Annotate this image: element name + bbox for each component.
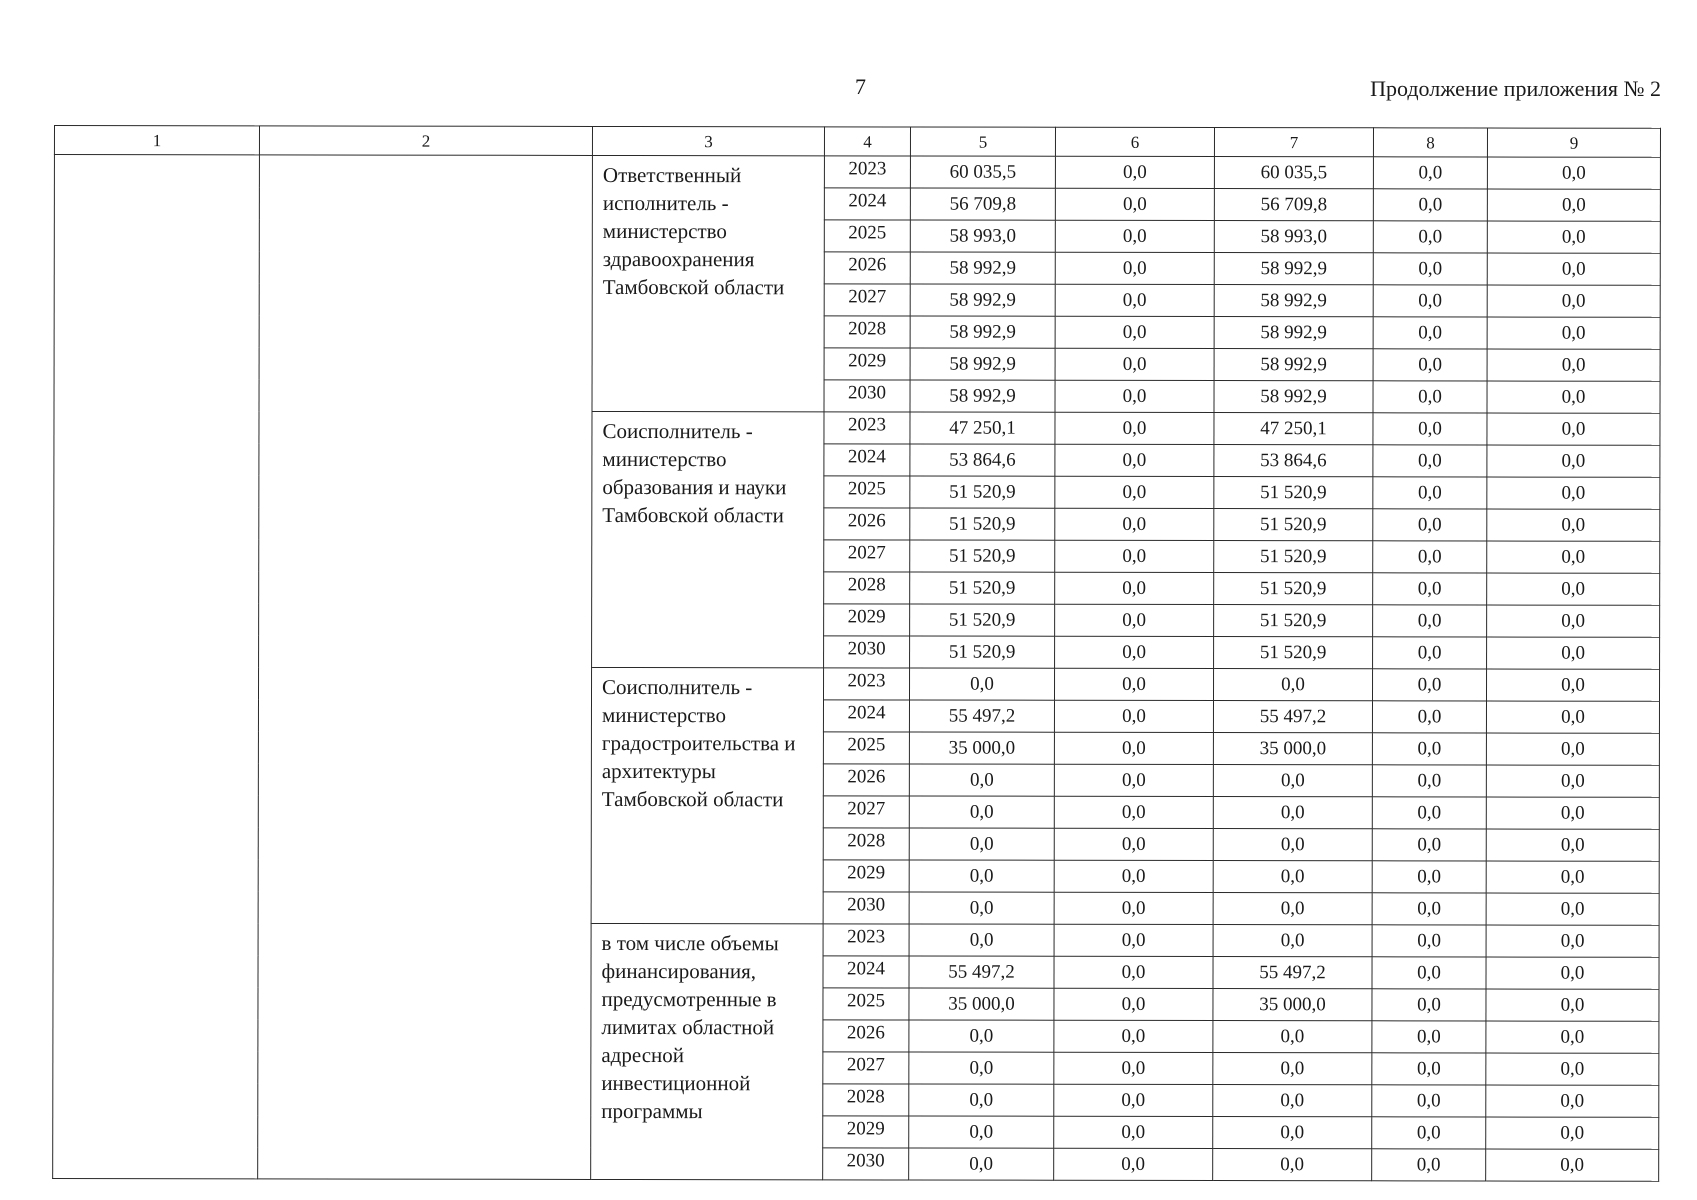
value-cell-col5: 51 520,9 bbox=[910, 508, 1055, 540]
value-cell-col7: 51 520,9 bbox=[1214, 573, 1373, 605]
value-cell-col5: 0,0 bbox=[909, 796, 1054, 828]
year-cell: 2027 bbox=[823, 1052, 909, 1084]
value-cell-col9: 0,0 bbox=[1487, 157, 1660, 189]
value-cell-col5: 51 520,9 bbox=[910, 604, 1055, 636]
value-cell-col7: 0,0 bbox=[1213, 1053, 1372, 1085]
entity-name: Соисполнитель - министерство образования и науки Тамбовской области bbox=[592, 411, 824, 667]
column-header: 6 bbox=[1055, 127, 1214, 156]
value-cell-col7: 51 520,9 bbox=[1214, 509, 1373, 541]
value-cell-col6: 0,0 bbox=[1055, 284, 1214, 316]
year-cell: 2025 bbox=[824, 476, 910, 508]
value-cell-col6: 0,0 bbox=[1055, 636, 1214, 668]
value-cell-col6: 0,0 bbox=[1054, 668, 1213, 700]
column-header: 9 bbox=[1487, 128, 1660, 157]
entity-name: Соисполнитель - министерство градостроительства и архитектуры Тамбовской области bbox=[591, 667, 823, 923]
value-cell-col5: 58 992,9 bbox=[910, 252, 1055, 284]
table-body bbox=[53, 126, 1661, 1182]
appendix-continuation-note: Продолжение приложения № 2 bbox=[1370, 76, 1661, 101]
value-cell-col8: 0,0 bbox=[1373, 445, 1487, 477]
value-cell-col8: 0,0 bbox=[1373, 381, 1487, 413]
year-cell: 2026 bbox=[824, 508, 910, 540]
value-cell-col8: 0,0 bbox=[1373, 285, 1487, 317]
value-cell-col9: 0,0 bbox=[1486, 893, 1659, 925]
value-cell-col6: 0,0 bbox=[1054, 956, 1213, 988]
value-cell-col7: 51 520,9 bbox=[1214, 541, 1373, 573]
year-cell: 2027 bbox=[824, 284, 910, 316]
value-cell-col6: 0,0 bbox=[1054, 764, 1213, 796]
value-cell-col6: 0,0 bbox=[1054, 988, 1213, 1020]
value-cell-col8: 0,0 bbox=[1372, 733, 1486, 765]
value-cell-col8: 0,0 bbox=[1372, 925, 1486, 957]
value-cell-col9: 0,0 bbox=[1487, 541, 1660, 573]
value-cell-col9: 0,0 bbox=[1487, 477, 1660, 509]
value-cell-col7: 35 000,0 bbox=[1213, 989, 1372, 1021]
value-cell-col5: 0,0 bbox=[909, 668, 1054, 700]
year-cell: 2028 bbox=[824, 316, 910, 348]
table-row bbox=[54, 155, 1660, 190]
value-cell-col6: 0,0 bbox=[1055, 220, 1214, 252]
value-cell-col7: 60 035,5 bbox=[1214, 157, 1373, 189]
value-cell-col7: 0,0 bbox=[1213, 1021, 1372, 1053]
value-cell-col9: 0,0 bbox=[1486, 989, 1659, 1021]
value-cell-col8: 0,0 bbox=[1372, 893, 1486, 925]
value-cell-col8: 0,0 bbox=[1373, 317, 1487, 349]
value-cell-col7: 0,0 bbox=[1213, 1149, 1372, 1181]
value-cell-col6: 0,0 bbox=[1055, 412, 1214, 444]
value-cell-col5: 0,0 bbox=[909, 764, 1054, 796]
value-cell-col9: 0,0 bbox=[1486, 1021, 1659, 1053]
value-cell-col8: 0,0 bbox=[1372, 1021, 1486, 1053]
value-cell-col9: 0,0 bbox=[1487, 253, 1660, 285]
value-cell-col7: 47 250,1 bbox=[1214, 413, 1373, 445]
value-cell-col6: 0,0 bbox=[1054, 700, 1213, 732]
year-cell: 2025 bbox=[823, 732, 909, 764]
column-header: 3 bbox=[592, 126, 824, 155]
value-cell-col8: 0,0 bbox=[1373, 221, 1487, 253]
value-cell-col5: 47 250,1 bbox=[910, 412, 1055, 444]
value-cell-col9: 0,0 bbox=[1486, 669, 1659, 701]
value-cell-col9: 0,0 bbox=[1487, 509, 1660, 541]
value-cell-col8: 0,0 bbox=[1372, 701, 1486, 733]
year-cell: 2030 bbox=[824, 380, 910, 412]
value-cell-col9: 0,0 bbox=[1486, 1149, 1659, 1181]
value-cell-col5: 51 520,9 bbox=[910, 476, 1055, 508]
year-cell: 2029 bbox=[823, 860, 909, 892]
value-cell-col9: 0,0 bbox=[1486, 733, 1659, 765]
value-cell-col8: 0,0 bbox=[1373, 573, 1487, 605]
col2-blank bbox=[258, 155, 593, 1180]
year-cell: 2029 bbox=[823, 1116, 909, 1148]
value-cell-col6: 0,0 bbox=[1054, 1148, 1213, 1180]
value-cell-col5: 58 993,0 bbox=[910, 220, 1055, 252]
value-cell-col9: 0,0 bbox=[1486, 701, 1659, 733]
value-cell-col5: 51 520,9 bbox=[910, 572, 1055, 604]
value-cell-col6: 0,0 bbox=[1055, 252, 1214, 284]
value-cell-col5: 51 520,9 bbox=[910, 540, 1055, 572]
value-cell-col9: 0,0 bbox=[1487, 285, 1660, 317]
value-cell-col8: 0,0 bbox=[1372, 861, 1486, 893]
value-cell-col5: 53 864,6 bbox=[910, 444, 1055, 476]
year-cell: 2027 bbox=[823, 796, 909, 828]
year-cell: 2029 bbox=[824, 348, 910, 380]
value-cell-col7: 51 520,9 bbox=[1214, 637, 1373, 669]
value-cell-col6: 0,0 bbox=[1055, 540, 1214, 572]
year-cell: 2024 bbox=[823, 956, 909, 988]
value-cell-col6: 0,0 bbox=[1055, 188, 1214, 220]
value-cell-col8: 0,0 bbox=[1373, 157, 1487, 189]
value-cell-col9: 0,0 bbox=[1487, 317, 1660, 349]
value-cell-col5: 58 992,9 bbox=[910, 348, 1055, 380]
value-cell-col7: 56 709,8 bbox=[1214, 189, 1373, 221]
year-cell: 2023 bbox=[824, 412, 910, 444]
year-cell: 2026 bbox=[823, 1020, 909, 1052]
value-cell-col9: 0,0 bbox=[1487, 189, 1660, 221]
year-cell: 2025 bbox=[823, 988, 909, 1020]
value-cell-col7: 0,0 bbox=[1213, 893, 1372, 925]
value-cell-col7: 0,0 bbox=[1213, 861, 1372, 893]
value-cell-col7: 35 000,0 bbox=[1213, 733, 1372, 765]
value-cell-col7: 51 520,9 bbox=[1214, 605, 1373, 637]
column-header: 4 bbox=[824, 127, 910, 156]
page-number: 7 bbox=[855, 74, 866, 99]
value-cell-col8: 0,0 bbox=[1372, 1085, 1486, 1117]
value-cell-col7: 0,0 bbox=[1213, 829, 1372, 861]
year-cell: 2023 bbox=[823, 668, 909, 700]
value-cell-col8: 0,0 bbox=[1372, 797, 1486, 829]
year-cell: 2026 bbox=[823, 764, 909, 796]
value-cell-col8: 0,0 bbox=[1372, 1117, 1486, 1149]
value-cell-col6: 0,0 bbox=[1054, 924, 1213, 956]
year-cell: 2027 bbox=[824, 540, 910, 572]
value-cell-col8: 0,0 bbox=[1372, 669, 1486, 701]
value-cell-col7: 0,0 bbox=[1213, 925, 1372, 957]
value-cell-col9: 0,0 bbox=[1486, 925, 1659, 957]
value-cell-col9: 0,0 bbox=[1487, 445, 1660, 477]
value-cell-col5: 58 992,9 bbox=[910, 316, 1055, 348]
value-cell-col9: 0,0 bbox=[1487, 413, 1660, 445]
year-cell: 2023 bbox=[824, 156, 910, 188]
value-cell-col9: 0,0 bbox=[1486, 797, 1659, 829]
value-cell-col6: 0,0 bbox=[1054, 828, 1213, 860]
year-cell: 2029 bbox=[824, 604, 910, 636]
value-cell-col5: 0,0 bbox=[909, 1052, 1054, 1084]
year-cell: 2024 bbox=[824, 444, 910, 476]
value-cell-col6: 0,0 bbox=[1054, 1052, 1213, 1084]
value-cell-col9: 0,0 bbox=[1486, 765, 1659, 797]
value-cell-col7: 0,0 bbox=[1213, 765, 1372, 797]
value-cell-col8: 0,0 bbox=[1373, 637, 1487, 669]
value-cell-col9: 0,0 bbox=[1487, 349, 1660, 381]
value-cell-col5: 55 497,2 bbox=[909, 956, 1054, 988]
value-cell-col8: 0,0 bbox=[1372, 1149, 1486, 1181]
value-cell-col5: 0,0 bbox=[909, 860, 1054, 892]
year-cell: 2023 bbox=[823, 924, 909, 956]
value-cell-col7: 0,0 bbox=[1213, 797, 1372, 829]
value-cell-col8: 0,0 bbox=[1373, 541, 1487, 573]
column-header: 5 bbox=[910, 127, 1055, 156]
value-cell-col8: 0,0 bbox=[1372, 989, 1486, 1021]
year-cell: 2028 bbox=[824, 572, 910, 604]
value-cell-col5: 0,0 bbox=[909, 828, 1054, 860]
value-cell-col5: 35 000,0 bbox=[909, 732, 1054, 764]
value-cell-col9: 0,0 bbox=[1486, 861, 1659, 893]
value-cell-col8: 0,0 bbox=[1373, 605, 1487, 637]
value-cell-col8: 0,0 bbox=[1373, 413, 1487, 445]
value-cell-col8: 0,0 bbox=[1372, 829, 1486, 861]
value-cell-col5: 0,0 bbox=[909, 892, 1054, 924]
value-cell-col5: 0,0 bbox=[909, 1116, 1054, 1148]
year-cell: 2026 bbox=[824, 252, 910, 284]
year-cell: 2030 bbox=[823, 892, 909, 924]
financing-table bbox=[52, 125, 1661, 1182]
value-cell-col6: 0,0 bbox=[1054, 732, 1213, 764]
column-header-row bbox=[54, 126, 1660, 158]
value-cell-col6: 0,0 bbox=[1055, 476, 1214, 508]
value-cell-col7: 55 497,2 bbox=[1213, 957, 1372, 989]
value-cell-col9: 0,0 bbox=[1487, 573, 1660, 605]
value-cell-col8: 0,0 bbox=[1372, 765, 1486, 797]
value-cell-col9: 0,0 bbox=[1487, 221, 1660, 253]
value-cell-col9: 0,0 bbox=[1486, 957, 1659, 989]
value-cell-col6: 0,0 bbox=[1054, 892, 1213, 924]
year-cell: 2030 bbox=[824, 636, 910, 668]
year-cell: 2028 bbox=[823, 1084, 909, 1116]
value-cell-col5: 58 992,9 bbox=[910, 380, 1055, 412]
value-cell-col5: 58 992,9 bbox=[910, 284, 1055, 316]
col1-blank bbox=[53, 155, 260, 1179]
value-cell-col8: 0,0 bbox=[1372, 1053, 1486, 1085]
value-cell-col6: 0,0 bbox=[1055, 444, 1214, 476]
value-cell-col6: 0,0 bbox=[1055, 572, 1214, 604]
column-header: 1 bbox=[54, 126, 259, 155]
value-cell-col9: 0,0 bbox=[1486, 1117, 1659, 1149]
value-cell-col7: 58 992,9 bbox=[1214, 381, 1373, 413]
value-cell-col6: 0,0 bbox=[1054, 1084, 1213, 1116]
value-cell-col6: 0,0 bbox=[1055, 316, 1214, 348]
year-cell: 2024 bbox=[823, 700, 909, 732]
value-cell-col6: 0,0 bbox=[1055, 348, 1214, 380]
year-cell: 2028 bbox=[823, 828, 909, 860]
value-cell-col8: 0,0 bbox=[1373, 509, 1487, 541]
value-cell-col7: 0,0 bbox=[1213, 1117, 1372, 1149]
column-header: 7 bbox=[1214, 128, 1373, 157]
value-cell-col9: 0,0 bbox=[1487, 637, 1660, 669]
value-cell-col9: 0,0 bbox=[1486, 1085, 1659, 1117]
year-cell: 2030 bbox=[823, 1148, 909, 1180]
value-cell-col8: 0,0 bbox=[1373, 253, 1487, 285]
value-cell-col7: 58 993,0 bbox=[1214, 221, 1373, 253]
value-cell-col6: 0,0 bbox=[1054, 1020, 1213, 1052]
value-cell-col8: 0,0 bbox=[1373, 477, 1487, 509]
value-cell-col6: 0,0 bbox=[1054, 860, 1213, 892]
value-cell-col9: 0,0 bbox=[1487, 605, 1660, 637]
column-header: 2 bbox=[259, 126, 592, 156]
value-cell-col7: 53 864,6 bbox=[1214, 445, 1373, 477]
entity-name: Ответственный исполнитель - министерство здравоохранения Тамбовской области bbox=[592, 155, 824, 411]
value-cell-col7: 55 497,2 bbox=[1213, 701, 1372, 733]
value-cell-col7: 0,0 bbox=[1213, 669, 1372, 701]
value-cell-col5: 0,0 bbox=[909, 1084, 1054, 1116]
value-cell-col5: 0,0 bbox=[909, 1148, 1054, 1180]
value-cell-col6: 0,0 bbox=[1055, 508, 1214, 540]
value-cell-col8: 0,0 bbox=[1373, 349, 1487, 381]
value-cell-col7: 58 992,9 bbox=[1214, 317, 1373, 349]
value-cell-col9: 0,0 bbox=[1487, 381, 1660, 413]
value-cell-col6: 0,0 bbox=[1055, 604, 1214, 636]
value-cell-col9: 0,0 bbox=[1486, 1053, 1659, 1085]
column-header: 8 bbox=[1373, 128, 1487, 157]
value-cell-col5: 0,0 bbox=[909, 924, 1054, 956]
value-cell-col6: 0,0 bbox=[1054, 1116, 1213, 1148]
value-cell-col8: 0,0 bbox=[1372, 957, 1486, 989]
value-cell-col5: 60 035,5 bbox=[910, 156, 1055, 188]
value-cell-col7: 51 520,9 bbox=[1214, 477, 1373, 509]
entity-name: в том числе объемы финансирования, предусмотренные в лимитах областной адресной инвестиционной программы bbox=[591, 923, 823, 1179]
value-cell-col6: 0,0 bbox=[1055, 156, 1214, 188]
value-cell-col7: 58 992,9 bbox=[1214, 285, 1373, 317]
year-cell: 2025 bbox=[824, 220, 910, 252]
value-cell-col7: 58 992,9 bbox=[1214, 253, 1373, 285]
value-cell-col7: 58 992,9 bbox=[1214, 349, 1373, 381]
value-cell-col6: 0,0 bbox=[1054, 796, 1213, 828]
value-cell-col6: 0,0 bbox=[1055, 380, 1214, 412]
value-cell-col5: 55 497,2 bbox=[909, 700, 1054, 732]
value-cell-col8: 0,0 bbox=[1373, 189, 1487, 221]
value-cell-col9: 0,0 bbox=[1486, 829, 1659, 861]
value-cell-col5: 35 000,0 bbox=[909, 988, 1054, 1020]
value-cell-col5: 0,0 bbox=[909, 1020, 1054, 1052]
value-cell-col5: 56 709,8 bbox=[910, 188, 1055, 220]
value-cell-col7: 0,0 bbox=[1213, 1085, 1372, 1117]
value-cell-col5: 51 520,9 bbox=[910, 636, 1055, 668]
year-cell: 2024 bbox=[824, 188, 910, 220]
